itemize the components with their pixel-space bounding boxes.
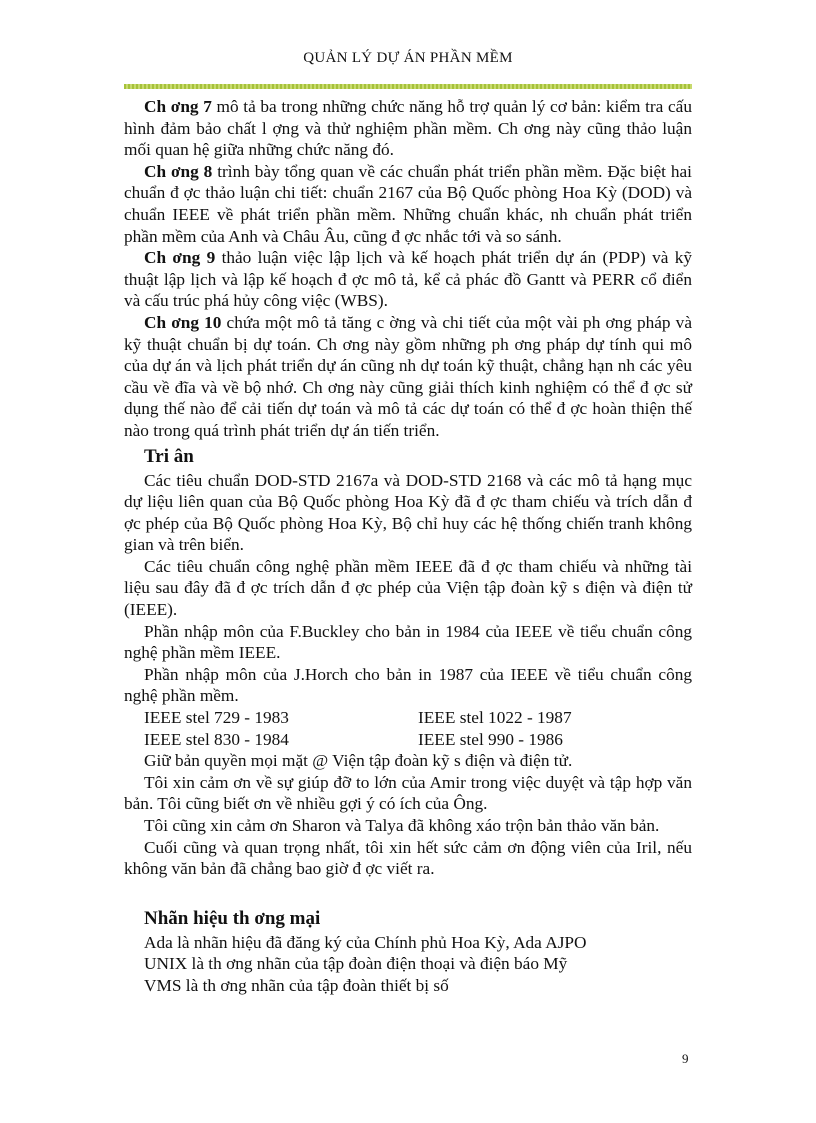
header-divider [124,84,692,89]
chapter-10-paragraph [124,312,692,442]
ack-paragraph-6: Tôi xin cảm ơn về sự giúp đỡ to lớn của Amir trong việc duyệt và tập hợp văn bản. Tôi cũng biết ơn về nhiều gợi ý có ích của Ông. [124,772,692,814]
page-number: 9 [682,1051,689,1066]
trademarks-heading: Nhãn hiệu th ơng mại [144,907,321,929]
ack-paragraph-3: Phần nhập môn của F.Buckley cho bản in 1984 của IEEE về tiểu chuẩn công nghệ phần mềm IEEE. [124,621,692,663]
standard-item: IEEE stel 729 - 1983 [144,708,289,728]
ack-paragraph-8: Cuối cũng và quan trọng nhất, tôi xin hết sức cảm ơn động viên của Iril, nếu không văn bản đã chẳng bao giờ đ ợc viết ra. [124,837,692,879]
chapter-lead: Ch ơng 10 [144,312,222,332]
chapter-text: thảo luận việc lập lịch và kế hoạch phát triển dự án (PDP) và kỹ thuật lập lịch và lập kế hoạch đ ợc mô tả, kể cả phác đồ Gantt và PERR cổ điển và cấu trúc phá hủy công việc (WBS). [124,248,692,311]
standard-item: IEEE stel 830 - 1984 [144,729,289,749]
page-body [124,96,692,997]
chapter-lead: Ch ơng 9 [144,248,216,268]
standard-item: IEEE stel 1022 - 1987 [418,708,572,728]
chapter-text: trình bày tổng quan về các chuẩn phát triển phần mềm. Đặc biệt hai chuẩn đ ợc thảo luận chi tiết: chuẩn 2167 của Bộ Quốc phòng Hoa Kỳ (DOD) và chuẩn IEEE về phát triển phần mềm. Những chuẩn khác, nh chuẩn phát triển phần mềm của Anh và Châu Âu, cũng đ ợc nhắc tới và so sánh. [124,161,692,246]
trademark-item: UNIX là th ơng nhãn của tập đoàn điện thoại và điện báo Mỹ [144,954,568,974]
standard-item: IEEE stel 990 - 1986 [418,729,563,749]
standards-column-left [144,707,418,750]
ack-paragraph-1: Các tiêu chuẩn DOD-STD 2167a và DOD-STD 2168 và các mô tả hạng mục dự liệu liên quan của Bộ Quốc phòng Hoa Kỳ đã đ ợc tham chiếu và trích dẫn đ ợc phép của Bộ Quốc phòng Hoa Kỳ, Bộ chỉ huy các hệ thống chiến tranh không gian và trên biển. [124,470,692,555]
standards-list [124,707,692,750]
ack-paragraph-5: Giữ bản quyền mọi mặt @ Viện tập đoàn kỹ s điện và điện tử. [144,751,573,771]
chapter-8-paragraph [124,161,692,247]
trademark-item: VMS là th ơng nhãn của tập đoàn thiết bị số [144,975,449,995]
standards-column-right [418,707,692,750]
ack-paragraph-2: Các tiêu chuẩn công nghệ phần mềm IEEE đã đ ợc tham chiếu và những tài liệu sau đây đã đ ợc trích dẫn đ ợc phép của Viện tập đoàn kỹ s điện và điện tử (IEEE). [124,556,692,620]
acknowledgements-heading: Tri ân [144,445,194,467]
chapter-lead: Ch ơng 8 [144,161,213,181]
chapter-9-paragraph [124,247,692,312]
trademark-item: Ada là nhãn hiệu đã đăng ký của Chính phủ Hoa Kỳ, Ada AJPO [144,932,587,952]
chapter-7-paragraph [124,96,692,161]
chapter-text: mô tả ba trong những chức năng hỗ trợ quản lý cơ bản: kiểm tra cấu hình đảm bảo chất l ợng và thử nghiệm phần mềm. Ch ơng này cũng thảo luận mối quan hệ giữa những chức năng đó. [124,97,692,160]
chapter-lead: Ch ơng 7 [144,97,212,116]
ack-paragraph-4: Phần nhập môn của J.Horch cho bản in 1987 của IEEE về tiểu chuẩn công nghệ phần mềm. [124,664,692,706]
page-header-title: QUẢN LÝ DỰ ÁN PHẦN MỀM [303,50,513,66]
ack-paragraph-7: Tôi cũng xin cảm ơn Sharon và Talya đã không xáo trộn bản thảo văn bản. [144,816,660,835]
chapter-text: chứa một mô tả tăng c ờng và chi tiết của một vài ph ơng pháp và kỹ thuật chuẩn bị dự toán. Ch ơng này gồm những ph ơng pháp dự tính qui mô của dự án và lịch phát triển dự án cũng nh dự toán kỹ thuật, chẳng hạn nh các yêu cầu về đĩa và về bộ nhớ. Ch ơng này cũng giải thích kinh nghiệm có thể đ ợc sử dụng thế nào để cải tiến dự toán và mô tả các dự toán có thể đ ợc hoàn thiện thế nào trong quá trình phát triển dự án tiến triển. [124,312,692,440]
